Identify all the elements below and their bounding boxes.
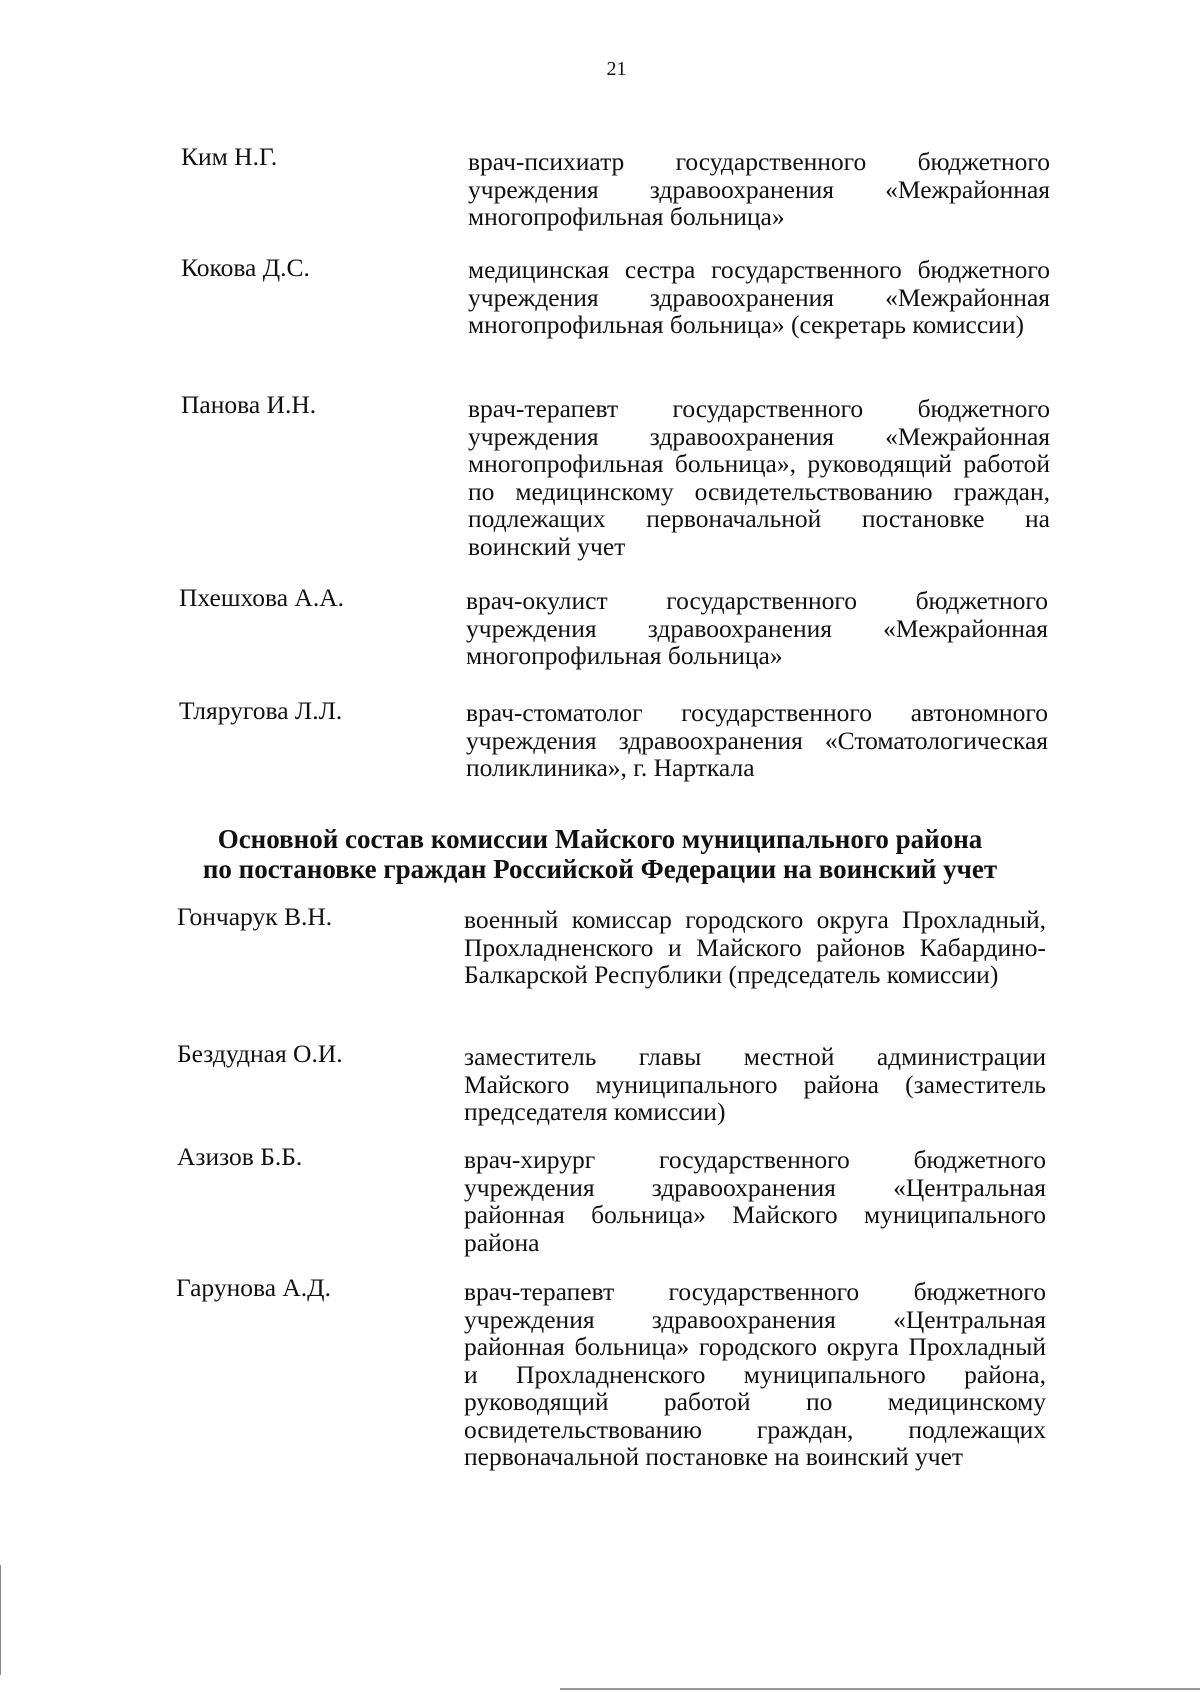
member-name: Панова И.Н. [181,390,317,419]
member-role: врач-психиатр государственного бюджетного учреждения здравоохранения «Межрайонная многопрофильная больница» [468,147,1050,231]
member-name: Кокова Д.С. [181,253,310,282]
member-role: врач-хирург государственного бюджетного учреждения здравоохранения «Центральная районная больница» Майского муниципального района [464,1145,1046,1257]
member-role: медицинская сестра государственного бюджетного учреждения здравоохранения «Межрайонная многопрофильная больница» (секретарь комиссии) [468,255,1050,339]
member-role: военный комиссар городского округа Прохладный, Прохладненского и Майского районов Кабардино-Балкарской Республики (председатель комиссии) [464,905,1046,989]
member-name: Бездудная О.И. [177,1039,343,1068]
member-role: врач-терапевт государственного бюджетного учреждения здравоохранения «Центральная районная больница» городского округа Прохладный и Прохладненского муниципального района, руководящий работой по медицинскому освидетельствованию граждан, подлежащих первоначальной постановке на воинский учет [464,1277,1046,1471]
scan-edge-bottom [560,1688,1200,1690]
member-role: заместитель главы местной администрации Майского муниципального района (заместитель председателя комиссии) [464,1042,1046,1126]
page-number: 21 [606,58,627,80]
member-name: Гончарук В.Н. [177,902,333,931]
member-name: Тляругова Л.Л. [179,696,343,725]
member-name: Ким Н.Г. [181,142,278,171]
member-name: Азизов Б.Б. [177,1142,303,1171]
section-heading-line-1: Основной состав комиссии Майского муниципального района [217,824,983,854]
member-name: Гарунова А.Д. [176,1273,331,1302]
member-name: Пхешхова А.А. [179,583,344,612]
section-heading-line-2: по постановке граждан Российской Федерации на воинский учет [202,854,998,884]
section-heading [140,824,1060,884]
scan-edge-left [0,1565,1,1675]
member-role: врач-терапевт государственного бюджетного учреждения здравоохранения «Межрайонная многопрофильная больница», руководящий работой по медицинскому освидетельствованию граждан, подлежащих первоначальной постановке на воинский учет [468,394,1050,561]
member-role: врач-окулист государственного бюджетного учреждения здравоохранения «Межрайонная многопрофильная больница» [466,586,1048,670]
member-role: врач-стоматолог государственного автономного учреждения здравоохранения «Стоматологическая поликлиника», г. Нарткала [466,698,1048,782]
